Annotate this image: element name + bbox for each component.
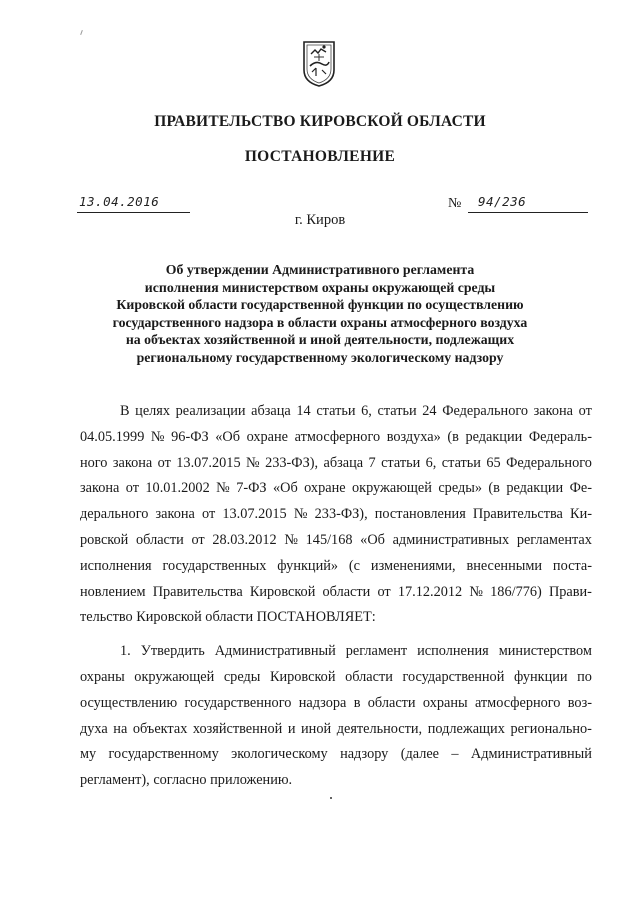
- word: Утвердить: [140, 643, 205, 660]
- text-line: [80, 639, 592, 665]
- word: –: [451, 746, 459, 763]
- word: и: [287, 720, 296, 737]
- word: регионально-: [510, 720, 592, 737]
- word: реализации: [175, 403, 246, 419]
- word: поста-: [552, 557, 592, 574]
- word: министерством: [498, 643, 592, 660]
- word: деятельности,: [336, 720, 423, 737]
- scan-mark: [80, 30, 83, 35]
- text-line: тельство Кировской области ПОСТАНОВЛЯЕТ:: [80, 609, 376, 626]
- word: «Об: [272, 480, 298, 497]
- text-line: [80, 691, 592, 717]
- word: воздуха»: [386, 428, 441, 445]
- word: 10.01.2002: [145, 480, 210, 497]
- word: осуществлению: [80, 694, 178, 711]
- word: редакции: [506, 480, 564, 497]
- word: области: [136, 531, 184, 548]
- word: закона: [155, 506, 195, 523]
- word: области: [322, 583, 371, 600]
- word: подлежащих: [427, 720, 505, 737]
- scan-dot: [330, 797, 332, 799]
- word: иной: [301, 720, 332, 737]
- word: 6,: [361, 403, 372, 419]
- text-line: [80, 580, 592, 606]
- word: окружающей: [351, 480, 432, 497]
- word: №: [216, 480, 230, 497]
- word: 233-ФЗ),: [314, 506, 368, 523]
- word: Ки-: [570, 506, 592, 523]
- word: охране: [304, 480, 346, 497]
- subject-line: исполнения министерством охраны окружающей среды: [144, 279, 496, 295]
- text-line: [80, 665, 592, 691]
- word: 1.: [120, 643, 131, 660]
- text-line: [80, 425, 592, 451]
- word: Правительства: [472, 506, 563, 523]
- word: охраны: [422, 694, 468, 711]
- word: закона: [80, 480, 120, 497]
- word: Административный: [214, 643, 336, 660]
- word: функций»: [277, 557, 339, 574]
- word: хозяйственной: [192, 720, 283, 737]
- word: атмосферного: [474, 694, 561, 711]
- word: 28.03.2012: [212, 531, 277, 548]
- word: воз-: [567, 694, 592, 711]
- word: постановления: [374, 506, 466, 523]
- word: 96-ФЗ: [171, 428, 209, 445]
- word: 65: [486, 454, 501, 471]
- document-body: [80, 399, 592, 794]
- text-line: [80, 502, 592, 528]
- subject-line: региональному государственному экологическому надзору: [136, 349, 504, 365]
- word: от: [202, 506, 216, 523]
- word: закона: [533, 403, 573, 419]
- document-subject: [90, 261, 550, 367]
- word: в: [353, 694, 361, 711]
- word: государственного: [184, 694, 292, 711]
- word: №: [293, 506, 308, 523]
- word: от: [578, 403, 592, 419]
- word: 17.12.2012: [397, 583, 463, 600]
- word: 145/168: [305, 531, 353, 548]
- number-label: №: [448, 196, 462, 211]
- word: 13.07.2015: [176, 454, 241, 471]
- word: исполнения: [417, 643, 489, 660]
- word: государственных: [162, 557, 267, 574]
- word: среды»: [438, 480, 483, 497]
- word: области: [345, 668, 393, 685]
- word: (в: [488, 480, 500, 497]
- word: закона: [112, 454, 153, 471]
- number-field: [448, 196, 588, 212]
- word: от: [377, 583, 391, 600]
- word: административных: [392, 531, 510, 548]
- word: му: [80, 746, 97, 763]
- word: регламентах: [516, 531, 592, 548]
- text-line: [80, 476, 592, 502]
- coat-of-arms-icon: [302, 40, 336, 88]
- word: Прави-: [548, 583, 592, 600]
- word: статьи: [381, 454, 421, 471]
- paragraph-item-1: [80, 639, 592, 794]
- word: от: [191, 531, 205, 548]
- word: (с: [348, 557, 361, 574]
- subject-line: на объектах хозяйственной и иной деятельности, подлежащих: [125, 332, 515, 348]
- word: абзаца: [323, 454, 364, 471]
- word: Кировской: [249, 583, 316, 600]
- word: Кировской: [269, 668, 336, 685]
- word: Федераль-: [528, 428, 592, 445]
- word: №: [150, 428, 165, 445]
- word: №: [284, 531, 298, 548]
- word: абзаца: [251, 403, 291, 419]
- word: внесенными: [466, 557, 543, 574]
- word: «Об: [360, 531, 385, 548]
- word: новлением: [80, 583, 146, 600]
- document-type: ПОСТАНОВЛЕНИЕ: [244, 148, 396, 165]
- word: 13.07.2015: [222, 506, 287, 523]
- word: Фе-: [569, 480, 592, 497]
- word: экологическому: [231, 746, 328, 763]
- word: области: [367, 694, 416, 711]
- government-title: ПРАВИТЕЛЬСТВО КИРОВСКОЙ ОБЛАСТИ: [154, 113, 486, 130]
- word: №: [469, 583, 483, 600]
- word: ровской: [80, 531, 129, 548]
- word: №: [246, 454, 260, 471]
- word: надзору: [340, 746, 389, 763]
- word: 7: [368, 454, 376, 471]
- word: 04.05.1999: [80, 428, 145, 445]
- word: 7-ФЗ: [236, 480, 267, 497]
- word: по: [577, 668, 592, 685]
- word: В: [120, 403, 130, 419]
- word: «Об: [215, 428, 240, 445]
- text-line: [80, 554, 592, 580]
- word: (в: [447, 428, 459, 445]
- word: Федерального: [442, 403, 529, 419]
- word: статьи: [377, 403, 417, 419]
- word: ного: [80, 454, 108, 471]
- word: (далее: [400, 746, 440, 763]
- word: изменениями,: [370, 557, 456, 574]
- word: исполнения: [80, 557, 152, 574]
- word: Административный: [470, 746, 592, 763]
- subject-line: государственного надзора в области охраны атмосферного воздуха: [112, 314, 528, 330]
- word: атмосферного: [294, 428, 381, 445]
- word: статьи: [441, 454, 481, 471]
- city: г. Киров: [294, 212, 346, 228]
- date-field: [77, 196, 190, 213]
- word: духа: [80, 720, 108, 737]
- text-line: [80, 451, 592, 477]
- word: 14: [296, 403, 311, 419]
- date-value: 13.04.2016: [79, 194, 160, 209]
- word: от: [125, 480, 139, 497]
- word: государственной: [402, 668, 505, 685]
- word: 233-ФЗ),: [265, 454, 319, 471]
- word: дерального: [80, 506, 149, 523]
- subject-line: Кировской области государственной функции по осуществлению: [116, 297, 524, 313]
- word: редакции: [465, 428, 523, 445]
- number-value: 94/236: [478, 194, 527, 209]
- word: от: [157, 454, 171, 471]
- text-line: [80, 399, 592, 425]
- text-line: [80, 742, 592, 768]
- text-line: регламент), согласно приложению.: [80, 772, 293, 789]
- word: объектах: [132, 720, 188, 737]
- paragraph-preamble: [80, 399, 592, 631]
- word: статьи: [316, 403, 356, 419]
- text-line: [80, 528, 592, 554]
- word: государственному: [108, 746, 219, 763]
- subject-line: Об утверждении Административного регламента: [165, 262, 475, 277]
- word: среды: [223, 668, 261, 685]
- word: функции: [513, 668, 568, 685]
- word: 24: [422, 403, 437, 419]
- word: целях: [135, 403, 171, 419]
- word: надзора: [298, 694, 347, 711]
- word: окружающей: [134, 668, 215, 685]
- word: 6,: [425, 454, 437, 471]
- word: Правительства: [152, 583, 243, 600]
- word: охраны: [80, 668, 125, 685]
- text-line: [80, 717, 592, 743]
- word: регламент: [345, 643, 408, 660]
- word: 186/776): [490, 583, 542, 600]
- word: охране: [246, 428, 289, 445]
- word: Федерального: [506, 454, 592, 471]
- word: на: [113, 720, 128, 737]
